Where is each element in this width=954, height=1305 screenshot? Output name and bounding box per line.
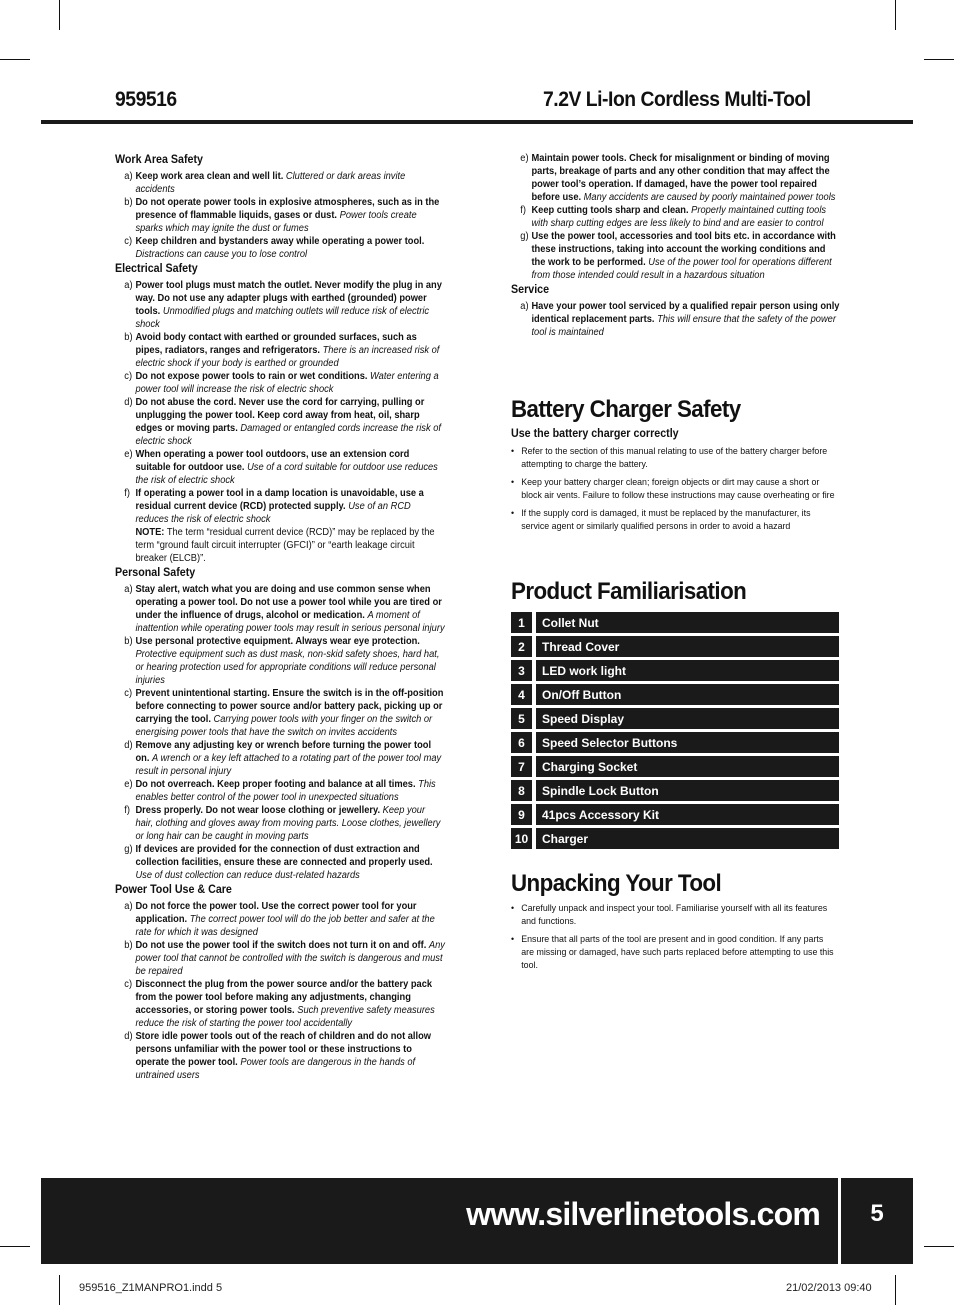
item-explanation: Power tools are dangerous in the hands of untrained users [135,1057,416,1081]
crop-mark [895,0,896,30]
part-row [511,660,839,681]
item-explanation: Distractions can cause you to lose control [135,249,308,260]
item-explanation: Cluttered or dark areas invite accidents [135,171,406,195]
section-heading: Personal Safety [115,567,196,579]
page-title: 7.2V Li-Ion Cordless Multi-Tool [543,88,811,111]
item-explanation: Power tools create sparks which may ignite the dust or fumes [135,210,417,234]
unpacking-heading: Unpacking Your Tool [511,870,722,897]
item-explanation: Protective equipment such as dust mask, non-skid safety shoes, hard hat, or hearing protection used for appropriate conditions will reduce personal injuries [135,649,440,686]
crop-mark [895,1275,896,1305]
item-instruction: Keep cutting tools sharp and clean. [531,205,689,216]
item-explanation: Use of dust collection can reduce dust-related hazards [135,870,360,881]
item-letter: c) [124,236,133,247]
rule-item [115,448,445,487]
item-explanation: A moment of inattention while operating power tools may result in serious personal injury [135,610,445,634]
item-letter: d) [124,1031,133,1042]
rule-item [115,739,445,778]
item-instruction: Do not overreach. Keep proper footing and balance at all times. [135,779,416,790]
item-instruction: Use personal protective equipment. Always wear eye protection. [135,636,420,647]
item-instruction: Do not use the power tool if the switch does not turn it on and off. [135,940,427,951]
item-explanation: Carrying power tools with your finger on the switch or energising power tools that have the switch on invites accidents [135,714,433,738]
item-letter: b) [124,197,133,208]
item-explanation: Properly maintained cutting tools with sharp cutting edges are less likely to bind and are easier to control [531,205,827,229]
rule-item [115,978,445,1030]
item-letter: f) [520,205,526,216]
left-column [115,152,445,1082]
crop-mark [924,59,954,60]
item-letter: f) [124,805,130,816]
item-letter: e) [124,779,133,790]
item-letter: d) [124,397,133,408]
item-letter: b) [124,940,133,951]
item-explanation: There is an increased risk of electric shock if your body is earthed or grounded [135,345,440,369]
note-label: NOTE: [135,527,165,538]
rule-item [115,196,445,235]
part-number: 9 [511,804,532,825]
section-heading: Work Area Safety [115,154,203,166]
slug-date: 21/02/2013 09:40 [786,1282,872,1294]
parts-list [511,612,839,852]
item-explanation: Many accidents are caused by poorly maintained power tools [583,192,836,203]
item-letter: b) [124,332,133,343]
part-name: Collet Nut [536,612,839,633]
part-name: 41pcs Accessory Kit [536,804,839,825]
part-number: 1 [511,612,532,633]
product-heading: Product Familiarisation [511,578,747,605]
bullet-item: • Keep your battery charger clean; foreign objects or dirt may cause a short or block air vents. Failure to follow these instructions may cause overheating or fire [511,476,837,502]
item-instruction: Disconnect the plug from the power source and/or the battery pack from the power tool before making any adjustments, changing accessories, or storing power tools. [135,979,433,1016]
item-explanation: Keep your hair, clothing and gloves away from moving parts. Loose clothes, jewellery or long hair can be caught in moving parts [135,805,441,842]
item-instruction: When operating a power tool outdoors, use an extension cord suitable for outdoor use. [135,449,410,473]
part-row [511,828,839,849]
crop-mark [59,0,60,30]
item-instruction: Power tool plugs must match the outlet. Never modify the plug in any way. Do not use any adapter plugs with earthed (grounded) power tools. [135,280,442,317]
item-letter: f) [124,488,130,499]
bullet-item: • Carefully unpack and inspect your tool. Familiarise yourself with all its features and functions. [511,902,837,928]
rule-item [115,583,445,635]
section-heading: Electrical Safety [115,263,198,275]
item-explanation: Unmodified plugs and matching outlets will reduce risk of electric shock [135,306,430,330]
service-heading: Service [511,284,550,296]
item-instruction: Dress properly. Do not wear loose clothing or jewellery. [135,805,381,816]
item-instruction: Do not operate power tools in explosive atmospheres, such as in the presence of flammable liquids, gases or dust. [135,197,440,221]
part-row [511,708,839,729]
item-instruction: Have your power tool serviced by a qualified repair person using only identical replacement parts. [531,301,840,325]
item-letter: g) [520,231,529,242]
item-instruction: Store idle power tools out of the reach of children and do not allow persons unfamiliar with the power tool or these instructions to operate the power tool. [135,1031,432,1068]
part-number: 3 [511,660,532,681]
part-row [511,756,839,777]
item-instruction: Do not abuse the cord. Never use the cord for carrying, pulling or unplugging the power tool. Keep cord away from heat, oil, sharp edges or moving parts. [135,397,425,434]
note-text: The term “residual current device (RCD)” may be replaced by the term “ground fault circuit interrupter (GFCI)” or “earth leakage circuit breaker (ELCB)”. [135,527,435,564]
rule-item [115,687,445,739]
rule-item [511,204,841,230]
item-instruction: Keep children and bystanders away while operating a power tool. [135,236,425,247]
item-letter: a) [520,301,529,312]
item-instruction: Use the power tool, accessories and tool bits etc. in accordance with these instructions, taking into account the working conditions and the work to be performed. [531,231,836,268]
item-explanation: The correct power tool will do the job better and safer at the rate for which it was designed [135,914,435,938]
item-instruction: Remove any adjusting key or wrench before turning the power tool on. [135,740,432,764]
item-explanation: Use of the power tool for operations different from those intended could result in a hazardous situation [531,257,832,281]
item-letter: a) [124,584,133,595]
crop-mark [0,59,30,60]
unpacking-section [511,870,837,977]
part-number: 6 [511,732,532,753]
header-rule [41,120,913,124]
item-instruction: If operating a power tool in a damp location is unavoidable, use a residual current device (RCD) protected supply. [135,488,424,512]
part-row [511,612,839,633]
item-explanation: Use of an RCD reduces the risk of electric shock [135,501,411,525]
website-link[interactable]: www.silverlinetools.com [466,1196,820,1232]
item-explanation: This will ensure that the safety of the power tool is maintained [531,314,836,338]
footer-bar [41,1178,838,1264]
section-heading: Power Tool Use & Care [115,884,232,896]
item-explanation: Damaged or entangled cords increase the risk of electric shock [135,423,441,447]
part-row [511,636,839,657]
item-instruction: Do not force the power tool. Use the correct power tool for your application. [135,901,417,925]
item-letter: a) [124,171,133,182]
crop-mark [0,1246,30,1247]
item-letter: c) [124,371,133,382]
item-instruction: Do not expose power tools to rain or wet conditions. [135,371,368,382]
item-instruction: Stay alert, watch what you are doing and use common sense when operating a power tool. Do not use a power tool while you are tired or under the influence of drugs, alcohol or medication. [135,584,442,621]
item-explanation: This enables better control of the power tool in unexpected situations [135,779,436,803]
note [135,526,445,565]
part-number: 5 [511,708,532,729]
rule-item [511,230,841,282]
bullet-item: • Ensure that all parts of the tool are present and in good condition. If any parts are missing or damaged, have such parts replaced before attempting to use this tool. [511,933,837,972]
item-letter: c) [124,979,133,990]
item-instruction: If devices are provided for the connection of dust extraction and collection facilities, ensure these are connected and properly used. [135,844,433,868]
rule-item [115,487,445,565]
item-instruction: Prevent unintentional starting. Ensure the switch is in the off-position before connecting to power source and/or battery pack, picking up or carrying the tool. [135,688,444,725]
part-name: Thread Cover [536,636,839,657]
rule-item [115,900,445,939]
item-letter: d) [124,740,133,751]
bullet-item: • If the supply cord is damaged, it must be replaced by the manufacturer, its service agent or similarly qualified persons in order to avoid a hazard [511,507,837,533]
item-instruction: Keep work area clean and well lit. [135,171,284,182]
rule-item [115,279,445,331]
rule-item [115,235,445,261]
part-name: Charger [536,828,839,849]
rule-item [115,1030,445,1082]
rule-item [115,804,445,843]
rule-item [115,939,445,978]
item-explanation: Such preventive safety measures reduce the risk of starting the power tool accidentally [135,1005,435,1029]
part-name: Spindle Lock Button [536,780,839,801]
crop-mark [924,1246,954,1247]
item-explanation: Water entering a power tool will increase the risk of electric shock [135,371,439,395]
item-explanation: A wrench or a key left attached to a rotating part of the power tool may result in personal injury [135,753,442,777]
item-letter: e) [520,153,529,164]
crop-mark [59,1275,60,1305]
item-letter: a) [124,901,133,912]
bullet-item: • Refer to the section of this manual relating to use of the battery charger before attempting to charge the battery. [511,445,837,471]
item-letter: e) [124,449,133,460]
rule-item [511,300,841,339]
part-row [511,732,839,753]
rule-item [115,778,445,804]
item-explanation: Any power tool that cannot be controlled with the switch is dangerous and must be repaired [135,940,445,977]
part-number: 10 [511,828,532,849]
item-letter: g) [124,844,133,855]
rule-item [115,843,445,882]
item-letter: c) [124,688,133,699]
rule-item [115,635,445,687]
part-name: Speed Selector Buttons [536,732,839,753]
battery-subheading: Use the battery charger correctly [511,428,679,440]
part-name: On/Off Button [536,684,839,705]
battery-heading: Battery Charger Safety [511,396,741,423]
part-number: 7 [511,756,532,777]
part-name: Speed Display [536,708,839,729]
rule-item [115,331,445,370]
part-number: 2 [511,636,532,657]
rule-item [115,370,445,396]
part-number: 8 [511,780,532,801]
rule-item [511,152,841,204]
rule-item [115,170,445,196]
part-number: 4 [511,684,532,705]
item-instruction: Avoid body contact with earthed or grounded surfaces, such as pipes, radiators, ranges and refrigerators. [135,332,417,356]
page-number: 5 [841,1178,913,1264]
part-row [511,684,839,705]
item-instruction: Maintain power tools. Check for misalignment or binding of moving parts, breakage of parts and any other condition that may affect the power tool’s operation. If damaged, have the power tool repaired before use. [531,153,830,203]
battery-section [511,396,837,538]
item-letter: b) [124,636,133,647]
part-row [511,804,839,825]
part-row [511,780,839,801]
model-number: 959516 [115,88,177,111]
item-letter: a) [124,280,133,291]
product-section [511,578,837,606]
slug-filename: 959516_Z1MANPRO1.indd 5 [79,1282,223,1294]
right-column [511,152,841,339]
part-name: LED work light [536,660,839,681]
rule-item [115,396,445,448]
part-name: Charging Socket [536,756,839,777]
item-explanation: Use of a cord suitable for outdoor use reduces the risk of electric shock [135,462,438,486]
